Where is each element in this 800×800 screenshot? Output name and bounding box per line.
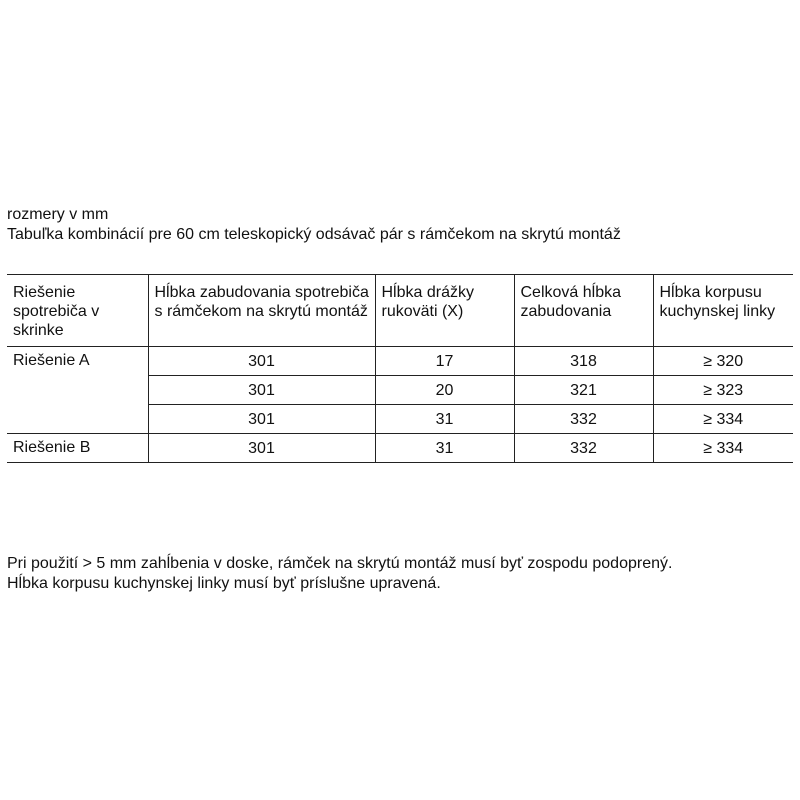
table-caption: Tabuľka kombinácií pre 60 cm teleskopický odsávač pár s rámčekom na skrytú montáž — [7, 226, 621, 243]
installation-depth-cell: 301 — [148, 376, 375, 405]
solution-a-label: Riešenie A — [7, 347, 148, 434]
header-installation-depth: Hĺbka zabudovania spotrebiča s rámčekom na skrytú montáž — [148, 275, 375, 347]
header-cabinet-depth: Hĺbka korpusu kuchynskej linky — [653, 275, 793, 347]
total-depth-cell: 321 — [514, 376, 653, 405]
intro-block — [7, 205, 621, 245]
cabinet-depth-cell: ≥ 334 — [653, 434, 793, 463]
installation-depth-cell: 301 — [148, 347, 375, 376]
header-handle-groove-depth: Hĺbka drážky rukoväti (X) — [375, 275, 514, 347]
cabinet-depth-cell: ≥ 334 — [653, 405, 793, 434]
note-line-1: Pri použití > 5 mm zahĺbenia v doske, rámček na skrytú montáž musí byť zospodu podoprený. — [7, 555, 673, 572]
combination-table — [7, 274, 793, 463]
groove-depth-cell: 31 — [375, 405, 514, 434]
table-header-row — [7, 275, 793, 347]
groove-depth-cell: 17 — [375, 347, 514, 376]
solution-b-label: Riešenie B — [7, 434, 148, 463]
table-row — [7, 434, 793, 463]
cabinet-depth-cell: ≥ 320 — [653, 347, 793, 376]
header-total-depth: Celková hĺbka zabudovania — [514, 275, 653, 347]
installation-depth-cell: 301 — [148, 405, 375, 434]
header-solution: Riešenie spotrebiča v skrinke — [7, 275, 148, 347]
units-label: rozmery v mm — [7, 206, 109, 223]
groove-depth-cell: 31 — [375, 434, 514, 463]
cabinet-depth-cell: ≥ 323 — [653, 376, 793, 405]
total-depth-cell: 332 — [514, 405, 653, 434]
total-depth-cell: 318 — [514, 347, 653, 376]
table-row — [7, 347, 793, 376]
installation-depth-cell: 301 — [148, 434, 375, 463]
note-line-2: Hĺbka korpusu kuchynskej linky musí byť príslušne upravená. — [7, 575, 441, 592]
total-depth-cell: 332 — [514, 434, 653, 463]
groove-depth-cell: 20 — [375, 376, 514, 405]
notes-block — [7, 554, 672, 594]
